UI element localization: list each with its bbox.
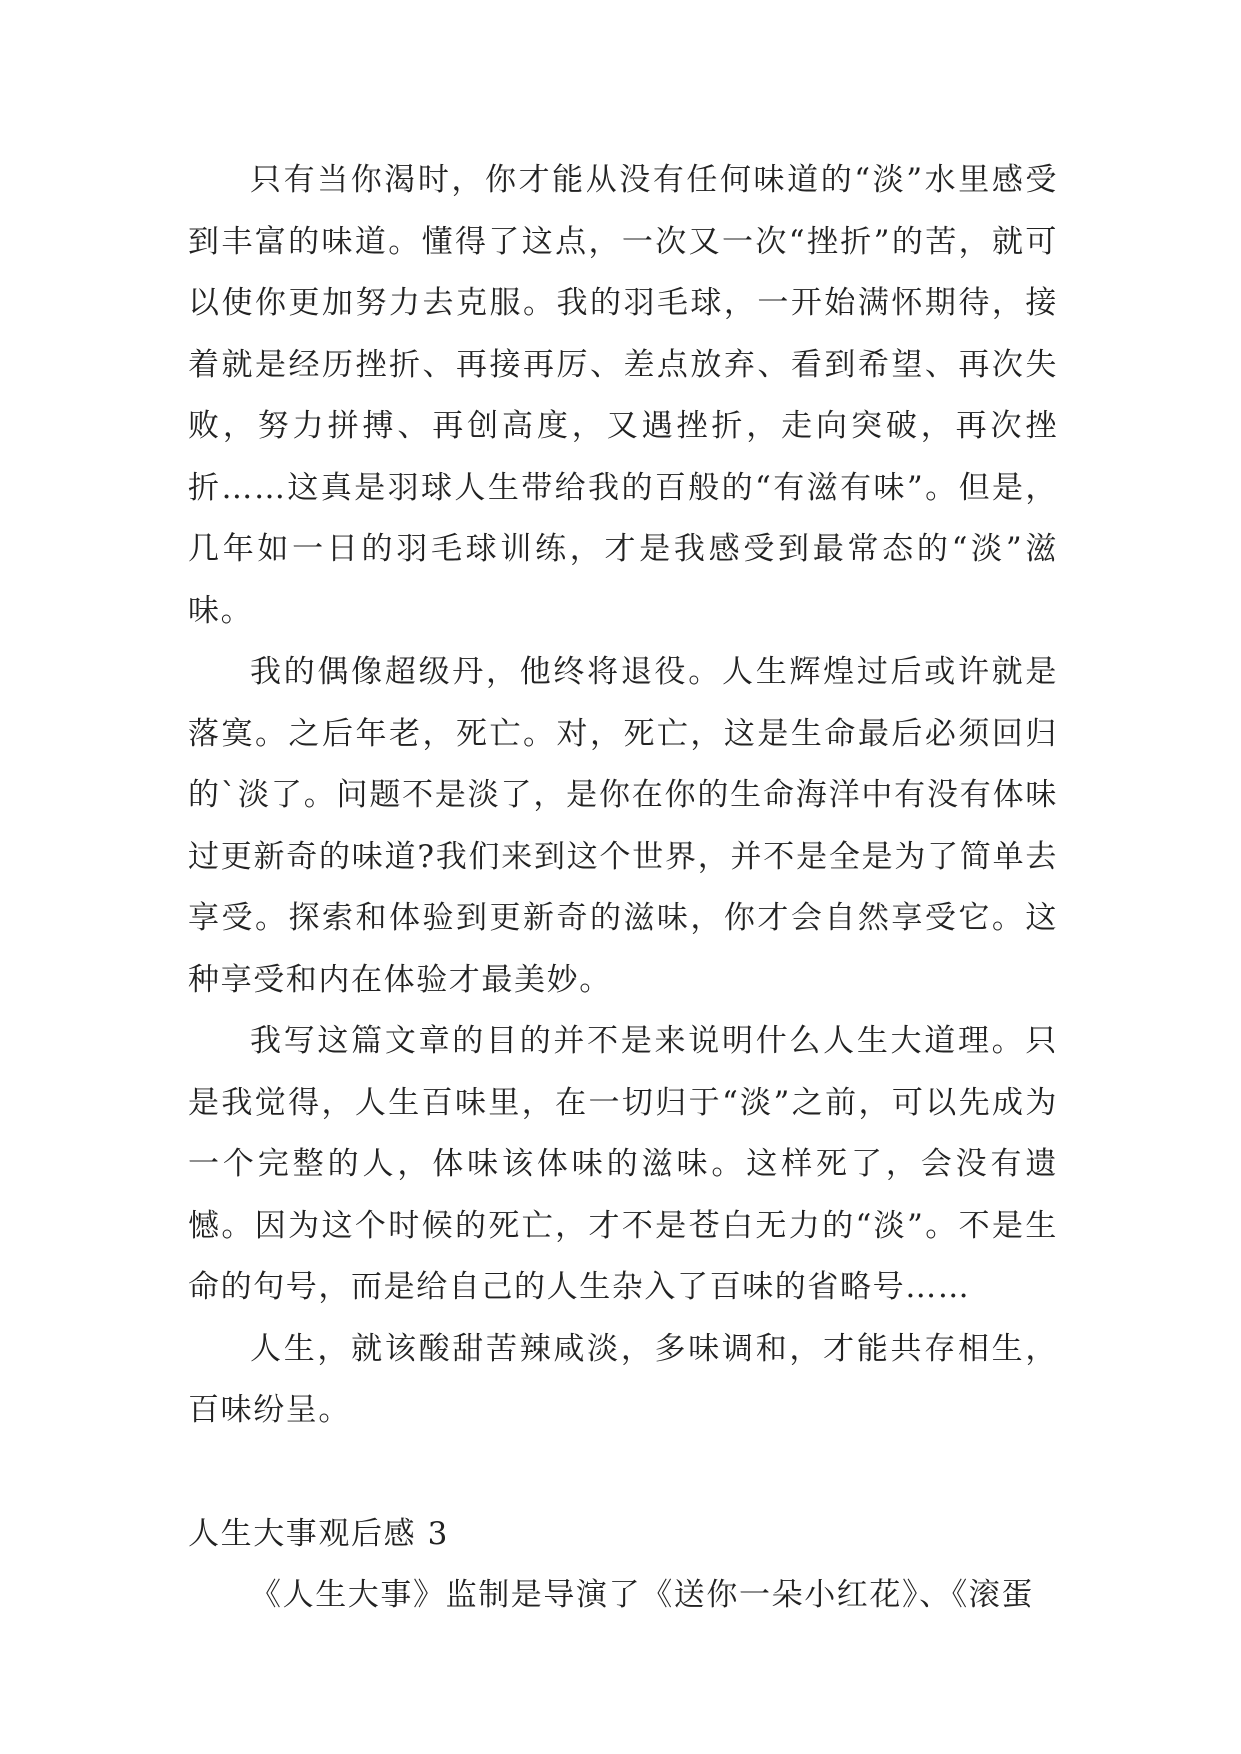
- paragraph-1: 只有当你渴时，你才能从没有任何味道的“淡”水里感受到丰富的味道。懂得了这点，一次又一次“挫折”的苦，就可以使你更加努力去克服。我的羽毛球，一开始满怀期待，接着就是经历挫折、再接再厉、差点放弃、看到希望、再次失败，努力拼搏、再创高度，又遇挫折，走向突破，再次挫折……这真是羽球人生带给我的百般的“有滋有味”。但是，几年如一日的羽毛球训练，才是我感受到最常态的“淡”滋味。: [188, 162, 1058, 629]
- paragraph-4: 人生，就该酸甜苦辣咸淡，多味调和，才能共存相生，百味纷呈。: [188, 1330, 1058, 1428]
- section-paragraph-1: 《人生大事》监制是导演了《送你一朵小红花》、《滚蛋: [250, 1577, 1034, 1613]
- document-body: [188, 150, 1058, 1627]
- paragraph-2: 我的偶像超级丹，他终将退役。人生辉煌过后或许就是落寞。之后年老，死亡。对，死亡，这是生命最后必须回归的`淡了。问题不是淡了，是你在你的生命海洋中有没有体味过更新奇的味道?我们来到这个世界，并不是全是为了简单去享受。探索和体验到更新奇的滋味，你才会自然享受它。这种享受和内在体验才最美妙。: [188, 654, 1058, 998]
- paragraph-3: 我写这篇文章的目的并不是来说明什么人生大道理。只是我觉得，人生百味里，在一切归于“淡”之前，可以先成为一个完整的人，体味该体味的滋味。这样死了，会没有遗憾。因为这个时候的死亡，才不是苍白无力的“淡”。不是生命的句号，而是给自己的人生杂入了百味的省略号……: [188, 1023, 1058, 1305]
- section-heading: 人生大事观后感 3: [188, 1515, 449, 1552]
